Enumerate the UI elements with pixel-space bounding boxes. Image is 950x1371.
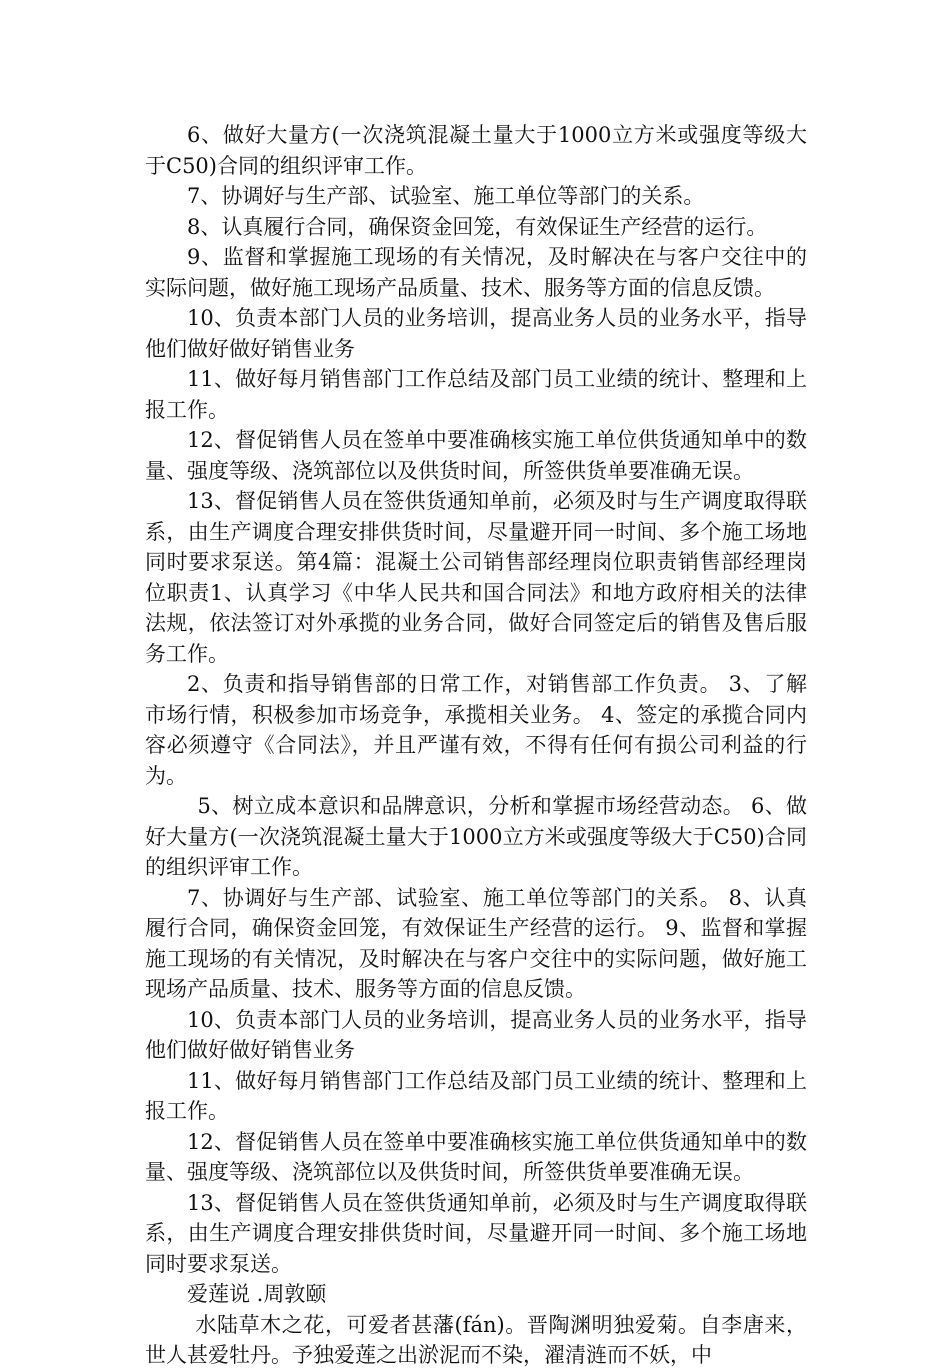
paragraph-item-5-6: 5、树立成本意识和品牌意识，分析和掌握市场经营动态。 6、做好大量方(一次浇筑混凝土量大于1000立方米或强度等级大于C50)合同的组织评审工作。 <box>145 794 807 879</box>
paragraph-item-10: 10、负责本部门人员的业务培训，提高业务人员的业务水平，指导他们做好做好销售业务 <box>145 306 807 361</box>
paragraph-item-12-repeat: 12、督促销售人员在签单中要准确核实施工单位供货通知单中的数量、强度等级、浇筑部位以及供货时间，所签供货单要准确无误。 <box>145 1129 807 1184</box>
essay-body: 水陆草木之花，可爱者甚藩(fán)。晋陶渊明独爱菊。自李唐来，世人甚爱牡丹。予独爱莲之出淤泥而不染，濯清涟而不妖，中 <box>145 1312 807 1367</box>
paragraph-item-10-repeat: 10、负责本部门人员的业务培训，提高业务人员的业务水平，指导他们做好做好销售业务 <box>145 1007 807 1062</box>
paragraph-item-7-8-9: 7、协调好与生产部、试验室、施工单位等部门的关系。 8、认真履行合同，确保资金回笼，有效保证生产经营的运行。 9、监督和掌握施工现场的有关情况，及时解决在与客户交往中的实际问题，做好施工现场产品质量、技术、服务等方面的信息反馈。 <box>145 885 807 1001</box>
paragraph-item-2-3-4: 2、负责和指导销售部的日常工作，对销售部工作负责。 3、了解市场行情，积极参加市场竞争，承揽相关业务。 4、签定的承揽合同内容必须遵守《合同法》，并且严谨有效，不得有任何有损公司利益的行为。 <box>145 672 807 788</box>
paragraph-item-12: 12、督促销售人员在签单中要准确核实施工单位供货通知单中的数量、强度等级、浇筑部位以及供货时间，所签供货单要准确无误。 <box>145 428 807 483</box>
paragraph-item-13-section-4: 13、督促销售人员在签供货通知单前，必须及时与生产调度取得联系，由生产调度合理安排供货时间，尽量避开同一时间、多个施工场地同时要求泵送。第4篇：混凝土公司销售部经理岗位职责销售部经理岗位职责1、认真学习《中华人民共和国合同法》和地方政府相关的法律法规，依法签订对外承揽的业务合同，做好合同签定后的销售及售后服务工作。 <box>145 489 807 666</box>
document-page <box>145 120 807 1371</box>
paragraph-item-6: 6、做好大量方(一次浇筑混凝土量大于1000立方米或强度等级大于C50)合同的组织评审工作。 <box>145 123 807 178</box>
paragraph-item-7: 7、协调好与生产部、试验室、施工单位等部门的关系。 <box>187 184 705 208</box>
paragraph-item-9: 9、监督和掌握施工现场的有关情况，及时解决在与客户交往中的实际问题，做好施工现场产品质量、技术、服务等方面的信息反馈。 <box>145 245 807 300</box>
paragraph-item-11-repeat: 11、做好每月销售部门工作总结及部门员工业绩的统计、整理和上报工作。 <box>145 1068 807 1123</box>
paragraph-item-8: 8、认真履行合同，确保资金回笼，有效保证生产经营的运行。 <box>187 214 768 239</box>
paragraph-item-13-repeat: 13、督促销售人员在签供货通知单前，必须及时与生产调度取得联系，由生产调度合理安排供货时间，尽量避开同一时间、多个施工场地同时要求泵送。 <box>145 1190 807 1276</box>
essay-title: 爱莲说 .周敦颐 <box>187 1282 327 1306</box>
paragraph-item-11: 11、做好每月销售部门工作总结及部门员工业绩的统计、整理和上报工作。 <box>145 367 807 422</box>
